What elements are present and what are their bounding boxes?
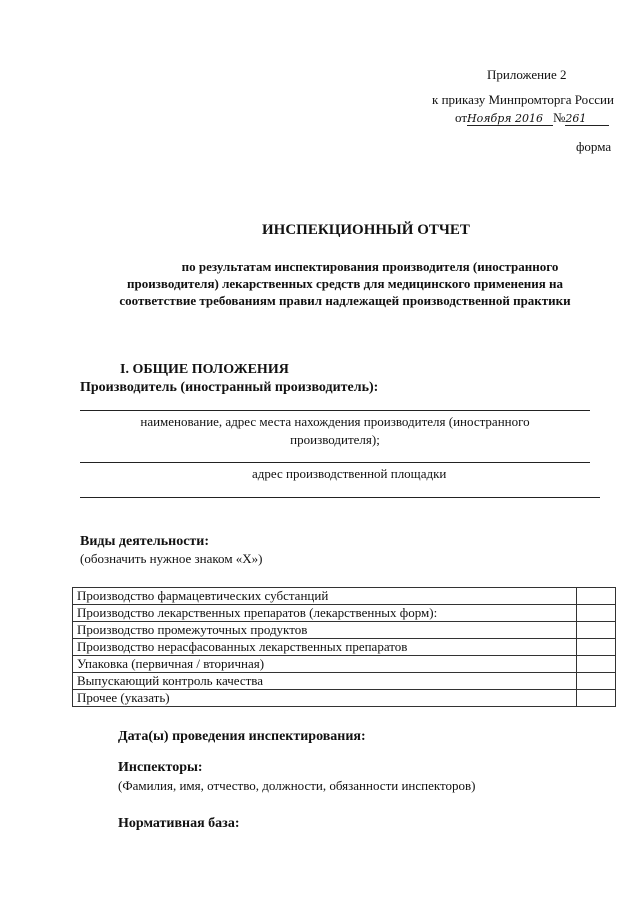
producer-name-hint: [80, 413, 590, 449]
activity-checkbox[interactable]: [577, 588, 616, 605]
form-label: форма: [576, 139, 612, 154]
activity-label: Прочее (указать): [73, 690, 577, 707]
activity-label: Производство промежуточных продуктов: [73, 622, 577, 639]
activity-checkbox[interactable]: [577, 622, 616, 639]
activities-heading: Виды деятельности:: [80, 534, 210, 549]
section-heading: I. ОБЩИЕ ПОЛОЖЕНИЯ: [120, 362, 289, 377]
activity-checkbox[interactable]: [577, 656, 616, 673]
table-row: [73, 588, 616, 605]
activity-label: Производство нерасфасованных лекарственных препаратов: [73, 639, 577, 656]
table-row: [73, 639, 616, 656]
activity-checkbox[interactable]: [577, 605, 616, 622]
order-reference: к приказу Минпромторга России: [432, 92, 614, 107]
activity-checkbox[interactable]: [577, 690, 616, 707]
date-prefix: от: [455, 110, 468, 125]
activity-checkbox[interactable]: [577, 639, 616, 656]
producer-name-hint-line-2: производителя);: [290, 432, 380, 447]
inspectors-label: Инспекторы:: [118, 760, 203, 775]
handwritten-number: 261: [565, 112, 609, 126]
activity-label: Производство лекарственных препаратов (лекарственных форм):: [73, 605, 577, 622]
inspection-dates-label: Дата(ы) проведения инспектирования:: [118, 729, 366, 744]
subtitle-line-3: соответствие требованиям правил надлежащей производственной практики: [119, 293, 571, 308]
site-address-hint: адрес производственной площадки: [252, 466, 447, 481]
appendix-label: Приложение 2: [487, 67, 567, 82]
activities-hint: (обозначить нужное знаком «Х»): [80, 551, 263, 566]
producer-name-line[interactable]: [80, 410, 590, 411]
handwritten-date: Ноября 2016: [467, 112, 553, 126]
number-prefix: №: [553, 110, 566, 125]
table-row: [73, 673, 616, 690]
order-date-line: [455, 110, 609, 126]
activity-label: Выпускающий контроль качества: [73, 673, 577, 690]
producer-label: Производитель (иностранный производитель):: [80, 380, 379, 395]
subtitle: [70, 258, 620, 309]
table-row: [73, 605, 616, 622]
subtitle-line-2: производителя) лекарственных средств для медицинского применения на: [126, 276, 564, 291]
inspectors-hint: (Фамилия, имя, отчество, должности, обязанности инспекторов): [118, 778, 476, 793]
site-address-line[interactable]: [80, 462, 590, 463]
activity-label: Производство фармацевтических субстанций: [73, 588, 577, 605]
table-row: [73, 656, 616, 673]
producer-name-hint-line-1: наименование, адрес места нахождения производителя (иностранного: [140, 414, 530, 429]
activity-label: Упаковка (первичная / вторичная): [73, 656, 577, 673]
activities-table: [72, 587, 616, 707]
table-row: [73, 690, 616, 707]
document-title: ИНСПЕКЦИОННЫЙ ОТЧЕТ: [262, 222, 470, 238]
table-row: [73, 622, 616, 639]
subtitle-line-1: по результатам инспектирования производителя (иностранного: [181, 259, 559, 274]
activity-checkbox[interactable]: [577, 673, 616, 690]
site-address-line-2[interactable]: [80, 497, 600, 498]
normative-basis-label: Нормативная база:: [118, 816, 240, 831]
